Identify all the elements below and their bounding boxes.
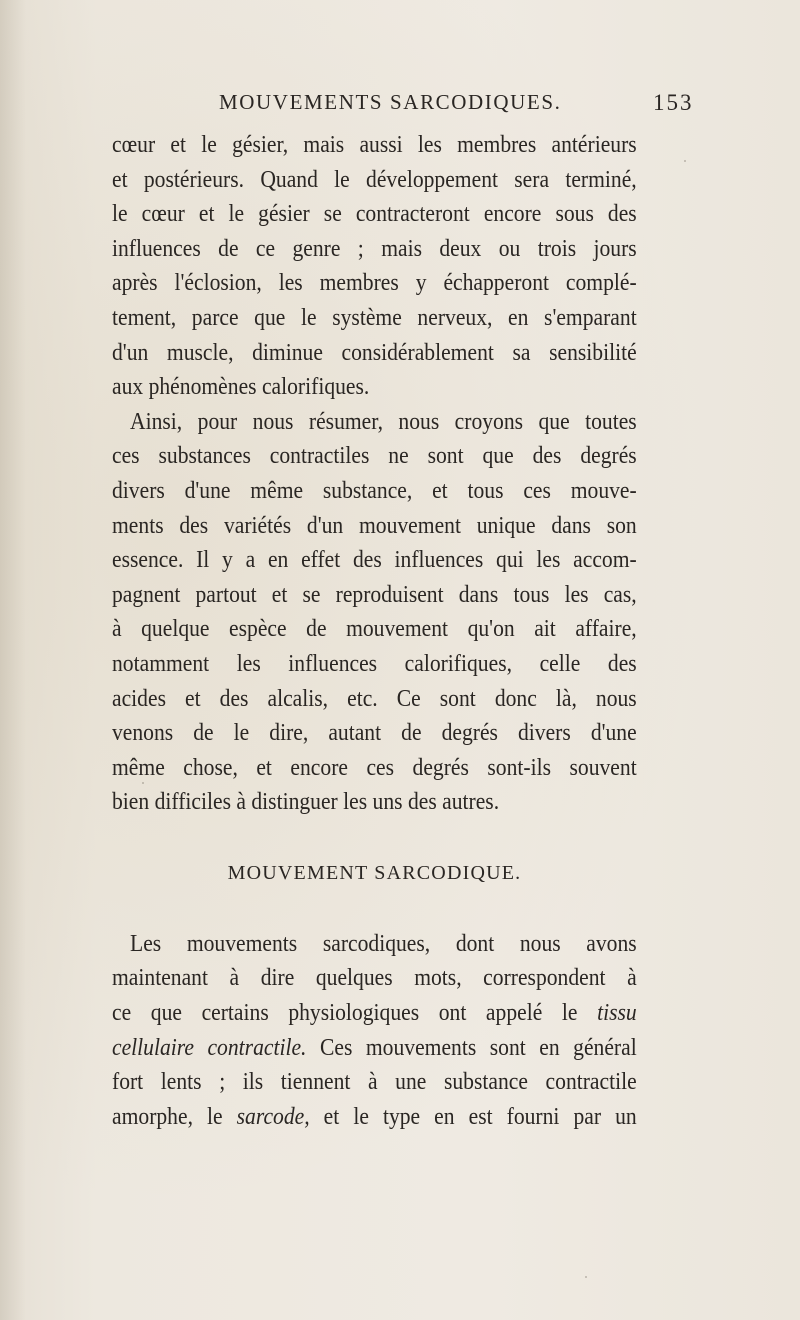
text-line: d'un muscle, diminue considérablement sa sensibilité [112,339,637,366]
paragraph-1 [112,128,637,405]
text-line: cœur et le gésier, mais aussi les membres antérieurs [112,132,637,158]
text-segment: Ces mouvements sont en général [319,1034,637,1061]
text-line [112,1100,637,1135]
text-line: Les mouvements sarcodiques, dont nous avons [130,930,637,957]
text-line: maintenant à dire quelques mots, correspondent à [112,965,637,992]
text-line: ces substances contractiles ne sont que des degrés [112,443,637,470]
text-segment: ce que certains physiologiques ont appelé le [112,1000,578,1027]
text-line: essence. Il y a en effet des influences qui les accom- [112,547,637,574]
italic-term: cellulaire contractile. [112,1034,307,1061]
italic-term: tissu [597,1000,637,1027]
text-line: pagnent partout et se reproduisent dans tous les cas, [112,581,637,608]
text-line [112,1031,637,1066]
text-line: divers d'une même substance, et tous ces mouve- [112,477,637,504]
page-fold-shadow [0,0,26,1320]
running-title: MOUVEMENTS SARCODIQUES. [219,90,562,114]
text-line: notamment les influences calorifiques, celle des [112,650,637,677]
text-line: tement, parce que le système nerveux, en s'emparant [112,304,637,331]
text-line: venons de le dire, autant de degrés divers d'une [112,720,637,747]
text-segment: et le type en est fourni par un [323,1103,637,1130]
text-line: le cœur et le gésier se contracteront encore sous des [112,201,637,228]
text-line: acides et des alcalis, etc. Ce sont donc là, nous [112,685,637,712]
text-line: fort lents ; ils tiennent à une substance contractile [112,1069,637,1096]
page-number: 153 [653,90,694,115]
text-line [112,996,637,1031]
text-line: influences de ce genre ; mais deux ou trois jours [112,235,637,262]
text-line: ments des variétés d'un mouvement unique dans son [112,512,637,539]
text-line: aux phénomènes calorifiques. [112,374,370,401]
paper-speck [142,782,144,784]
text-line: Ainsi, pour nous résumer, nous croyons que toutes [130,408,637,435]
section-heading: MOUVEMENT SARCODIQUE. [227,861,522,884]
paragraph-3 [112,927,637,1135]
page-body [112,128,637,1134]
paper-speck [684,160,686,162]
text-line: après l'éclosion, les membres y échapperont complé- [112,270,637,297]
italic-term: sarcode, [236,1103,310,1130]
text-line: à quelque espèce de mouvement qu'on ait affaire, [112,616,637,643]
page-header [0,90,800,130]
text-line: même chose, et encore ces degrés sont-ils souvent [112,754,637,781]
paragraph-2 [112,405,637,820]
paper-speck [585,1276,587,1278]
text-segment: amorphe, le [112,1103,223,1130]
text-line: bien difficiles à distinguer les uns des autres. [112,789,500,816]
text-line: et postérieurs. Quand le développement sera terminé, [112,166,637,193]
